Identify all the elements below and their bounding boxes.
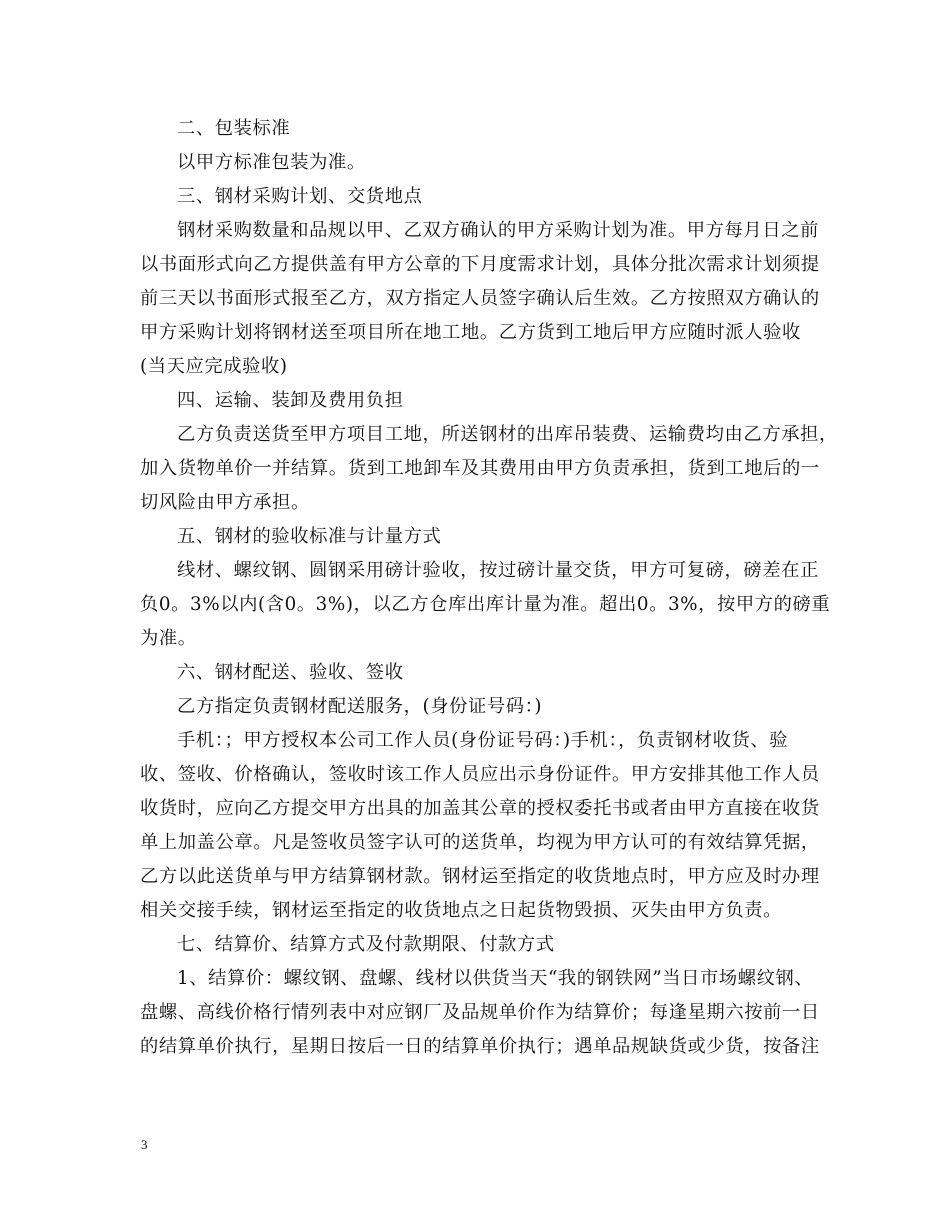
text-line: 前三天以书面形式报至乙方，双方指定人员签字确认后生效。乙方按照双方确认的 xyxy=(140,288,820,309)
text-line: 五、钢材的验收标准与计量方式 xyxy=(177,526,442,547)
text-line: 负0。3%以内(含0。3%)，以乙方仓库出库计量为准。超出0。3%，按甲方的磅重 xyxy=(140,594,831,615)
text-line: 线材、螺纹钢、圆钢采用磅计验收，按过磅计量交货，甲方可复磅，磅差在正 xyxy=(177,560,819,581)
text-line: 乙方以此送货单与甲方结算钢材款。钢材运至指定的收货地点时，甲方应及时办理 xyxy=(140,866,820,887)
text-line: 收、签收、价格确认，签收时该工作人员应出示身份证件。甲方安排其他工作人员 xyxy=(140,764,820,785)
text-line: 乙方指定负责钢材配送服务，(身份证号码：) xyxy=(177,696,543,717)
text-line: 手机：；甲方授权本公司工作人员(身份证号码：)手机：，负责钢材收货、验 xyxy=(177,730,789,751)
text-line: 盘螺、高线价格行情列表中对应钢厂及品规单价作为结算价；每逢星期六按前一日 xyxy=(140,1002,820,1023)
text-line: 四、运输、装卸及费用负担 xyxy=(177,390,404,411)
text-line: 三、钢材采购计划、交货地点 xyxy=(177,186,423,207)
text-line: 以书面形式向乙方提供盖有甲方公章的下月度需求计划，具体分批次需求计划须提 xyxy=(140,254,820,275)
text-line: 收货时，应向乙方提交甲方出具的加盖其公章的授权委托书或者由甲方直接在收货 xyxy=(140,798,820,819)
text-line: 六、钢材配送、验收、签收 xyxy=(177,662,404,683)
text-line: 以甲方标准包装为准。 xyxy=(177,152,366,173)
text-line: 1、结算价：螺纹钢、盘螺、线材以供货当天“我的钢铁网”当日市场螺纹钢、 xyxy=(177,968,814,989)
text-line: 相关交接手续，钢材运至指定的收货地点之日起货物毁损、灭失由甲方负责。 xyxy=(140,900,782,921)
text-line: 二、包装标准 xyxy=(177,118,291,139)
text-line: (当天应完成验收) xyxy=(140,356,288,377)
text-line: 乙方负责送货至甲方项目工地，所送钢材的出库吊装费、运输费均由乙方承担， xyxy=(177,424,838,445)
text-line: 钢材采购数量和品规以甲、乙双方确认的甲方采购计划为准。甲方每月日之前 xyxy=(177,220,819,241)
text-line: 为准。 xyxy=(140,628,197,649)
text-line: 加入货物单价一并结算。货到工地卸车及其费用由甲方负责承担，货到工地后的一 xyxy=(140,458,820,479)
text-line: 的结算单价执行，星期日按后一日的结算单价执行；遇单品规缺货或少货，按备注 xyxy=(140,1036,820,1057)
text-line: 七、结算价、结算方式及付款期限、付款方式 xyxy=(177,934,555,955)
document-body xyxy=(140,112,838,1064)
text-line: 单上加盖公章。凡是签收员签字认可的送货单，均视为甲方认可的有效结算凭据， xyxy=(140,832,820,853)
page-number: 3 xyxy=(141,1137,148,1152)
text-line: 甲方采购计划将钢材送至项目所在地工地。乙方货到工地后甲方应随时派人验收 xyxy=(140,322,801,343)
text-line: 切风险由甲方承担。 xyxy=(140,492,310,513)
